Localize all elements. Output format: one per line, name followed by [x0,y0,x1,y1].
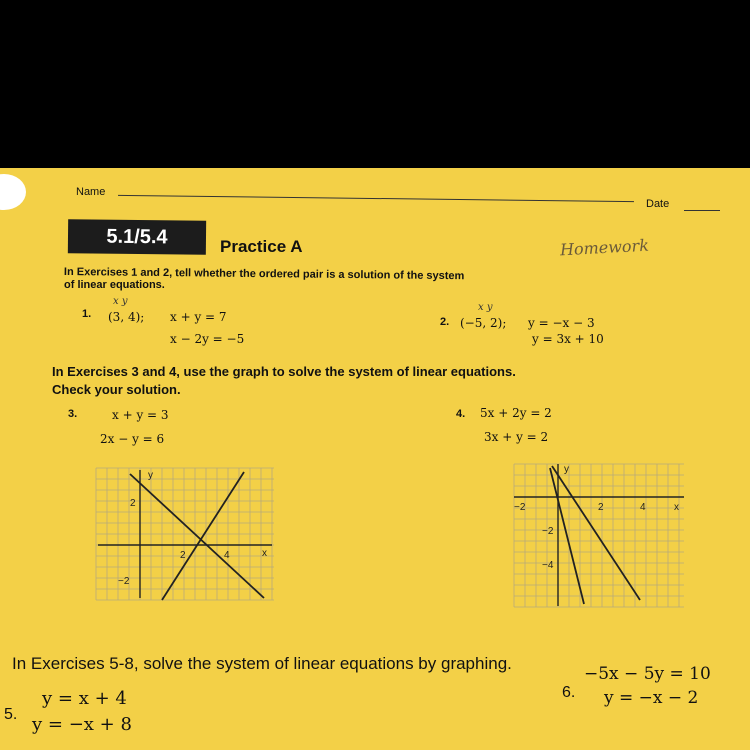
ex2-number: 2. [440,316,450,328]
graph4-y-label: y [564,464,569,475]
graph4-grid [514,464,684,607]
graph3-line-2 [162,472,244,600]
section-badge: 5.1/5.4 [68,219,206,254]
graph4-tick-x4: 4 [640,502,646,513]
graph-exercise-3 [92,464,278,606]
graph3-tick-y-2: −2 [118,576,130,587]
ex6-eq1: −5x − 5y = 10 [584,664,711,684]
ex4-number: 4. [456,408,466,420]
ex5-eq2: y = −x + 8 [32,714,132,735]
instructions-2-line1: In Exercises 3 and 4, use the graph to solve the system of linear equations. [52,364,516,379]
ex3-number: 3. [68,408,78,420]
ex6-number: 6. [562,684,576,701]
instructions-2-line2: Check your solution. [52,382,181,397]
graph3-tick-x2: 2 [180,550,186,561]
name-line [118,195,634,202]
graph3-tick-y2: 2 [130,498,136,509]
ex3-eq2: 2x − y = 6 [100,432,165,446]
ex2-annotation: x y [478,302,493,313]
name-label: Name [76,186,106,198]
graph3-y-label: y [148,470,153,481]
ex3-eq1: x + y = 3 [112,408,169,422]
date-line [684,210,720,211]
ex4-eq1: 5x + 2y = 2 [480,406,552,420]
binder-hole [0,174,26,210]
ex1-number: 1. [82,308,92,320]
graph4-tick-y-4: −4 [542,560,554,571]
ex5-number: 5. [4,706,18,723]
ex1-eq2: x − 2y = −5 [170,332,245,346]
ex1-eq1: x + y = 7 [170,310,227,324]
ex4-eq2: 3x + y = 2 [484,430,549,444]
date-label: Date [646,198,670,210]
graph3-line-1 [130,474,264,598]
instructions-1-line1: In Exercises 1 and 2, tell whether the ordered pair is a solution of the system [63,266,465,283]
handwritten-homework: Homework [559,235,650,260]
worksheet-page [0,168,750,750]
ex1-annotation: x y [113,296,128,307]
page-title: Practice A [220,237,303,256]
graph3-x-label: x [262,548,267,559]
graph4-x-label: x [674,502,679,513]
graph4-tick-x-2: −2 [514,502,526,513]
ex5-eq1: y = x + 4 [42,688,127,709]
ex2-pair: (−5, 2); [460,316,507,330]
graph4-tick-x2: 2 [598,502,604,513]
instructions-3: In Exercises 5-8, solve the system of linear equations by graphing. [12,654,512,673]
graph-exercise-4 [512,460,688,610]
ex1-pair: (3, 4); [108,310,145,324]
graph4-tick-y-2: −2 [542,526,554,537]
ex2-eq2: y = 3x + 10 [532,332,604,346]
ex2-eq1: y = −x − 3 [528,316,595,330]
graph3-tick-x4: 4 [224,550,230,561]
ex6-eq2: y = −x − 2 [604,688,699,708]
instructions-1-line2: of linear equations. [64,279,165,291]
